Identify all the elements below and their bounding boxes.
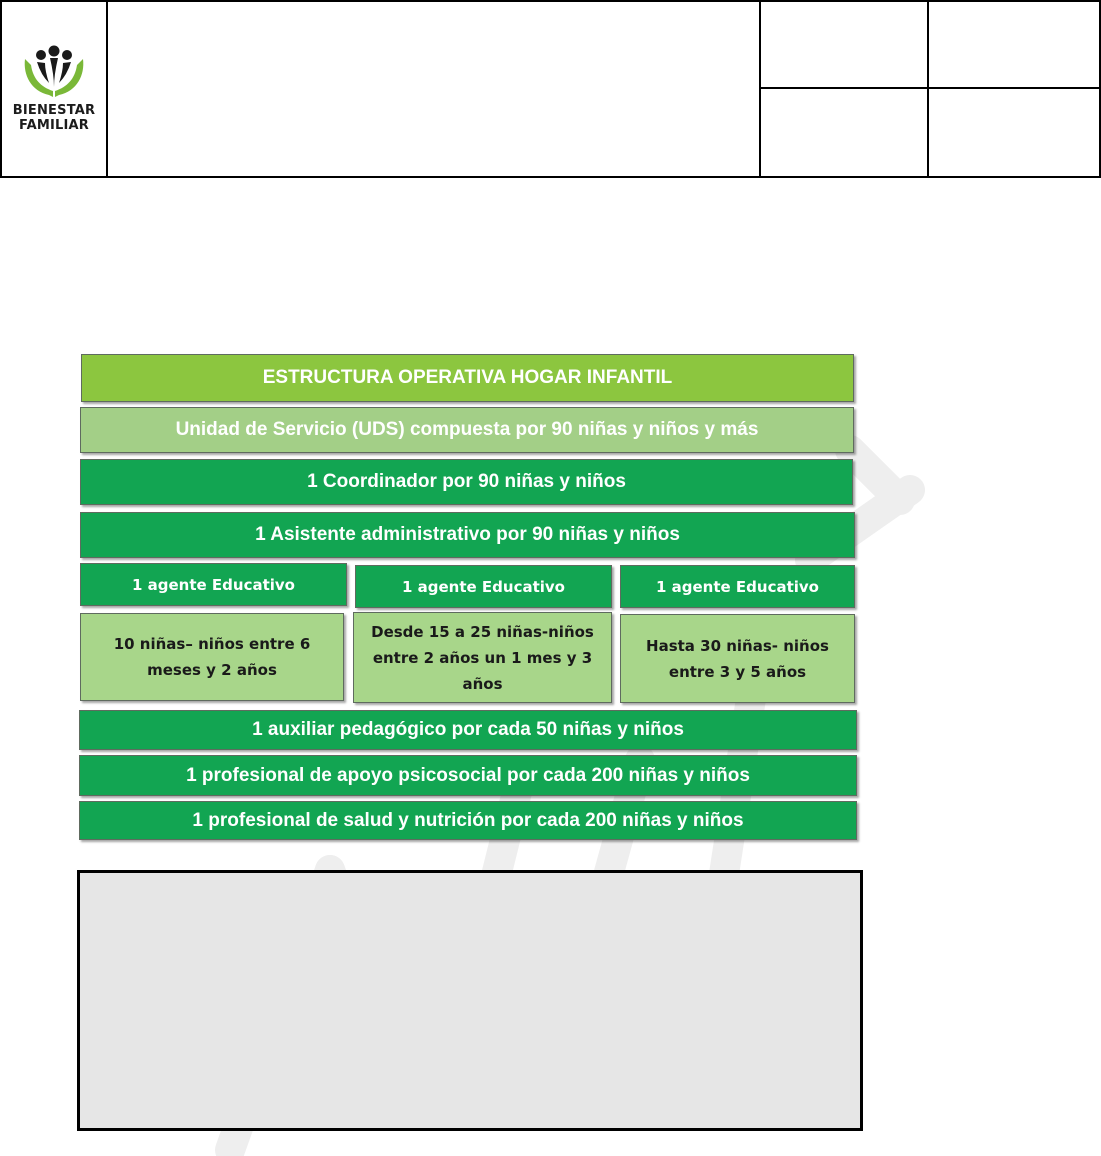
empty-gray-box <box>77 870 863 1131</box>
header-cell-bottom-left <box>759 87 929 178</box>
header-title-cell <box>106 0 761 178</box>
structure-title: ESTRUCTURA OPERATIVA HOGAR INFANTIL <box>81 354 854 402</box>
agent-educativo-3: 1 agente Educativo <box>620 565 855 608</box>
assistant-row: 1 Asistente administrativo por 90 niñas y niños <box>80 512 855 558</box>
logo-text-line2: FAMILIAR <box>18 118 89 133</box>
bienestar-logo-icon <box>19 45 89 103</box>
logo-cell <box>0 0 108 178</box>
coordinator-row: 1 Coordinador por 90 niñas y niños <box>80 459 853 505</box>
health-nutrition-row: 1 profesional de salud y nutrición por cada 200 niñas y niños <box>79 801 857 840</box>
group-box-1: 10 niñas– niños entre 6 meses y 2 años <box>80 613 344 701</box>
header-cell-bottom-right <box>927 87 1101 178</box>
logo-text-line1: BIENESTAR <box>12 103 96 118</box>
group-box-3: Hasta 30 niñas- niños entre 3 y 5 años <box>620 614 855 703</box>
header-cell-top-right <box>927 0 1101 89</box>
header-cell-top-left <box>759 0 929 89</box>
group-box-2: Desde 15 a 25 niñas-niños entre 2 años un 1 mes y 3 años <box>353 612 612 703</box>
uds-row: Unidad de Servicio (UDS) compuesta por 90 niñas y niños y más <box>80 407 854 453</box>
agent-educativo-1: 1 agente Educativo <box>80 563 347 606</box>
document-header <box>0 0 1101 178</box>
auxiliary-row: 1 auxiliar pedagógico por cada 50 niñas y niños <box>79 710 857 750</box>
psychosocial-row: 1 profesional de apoyo psicosocial por cada 200 niñas y niños <box>79 755 857 796</box>
agent-educativo-2: 1 agente Educativo <box>355 565 612 608</box>
